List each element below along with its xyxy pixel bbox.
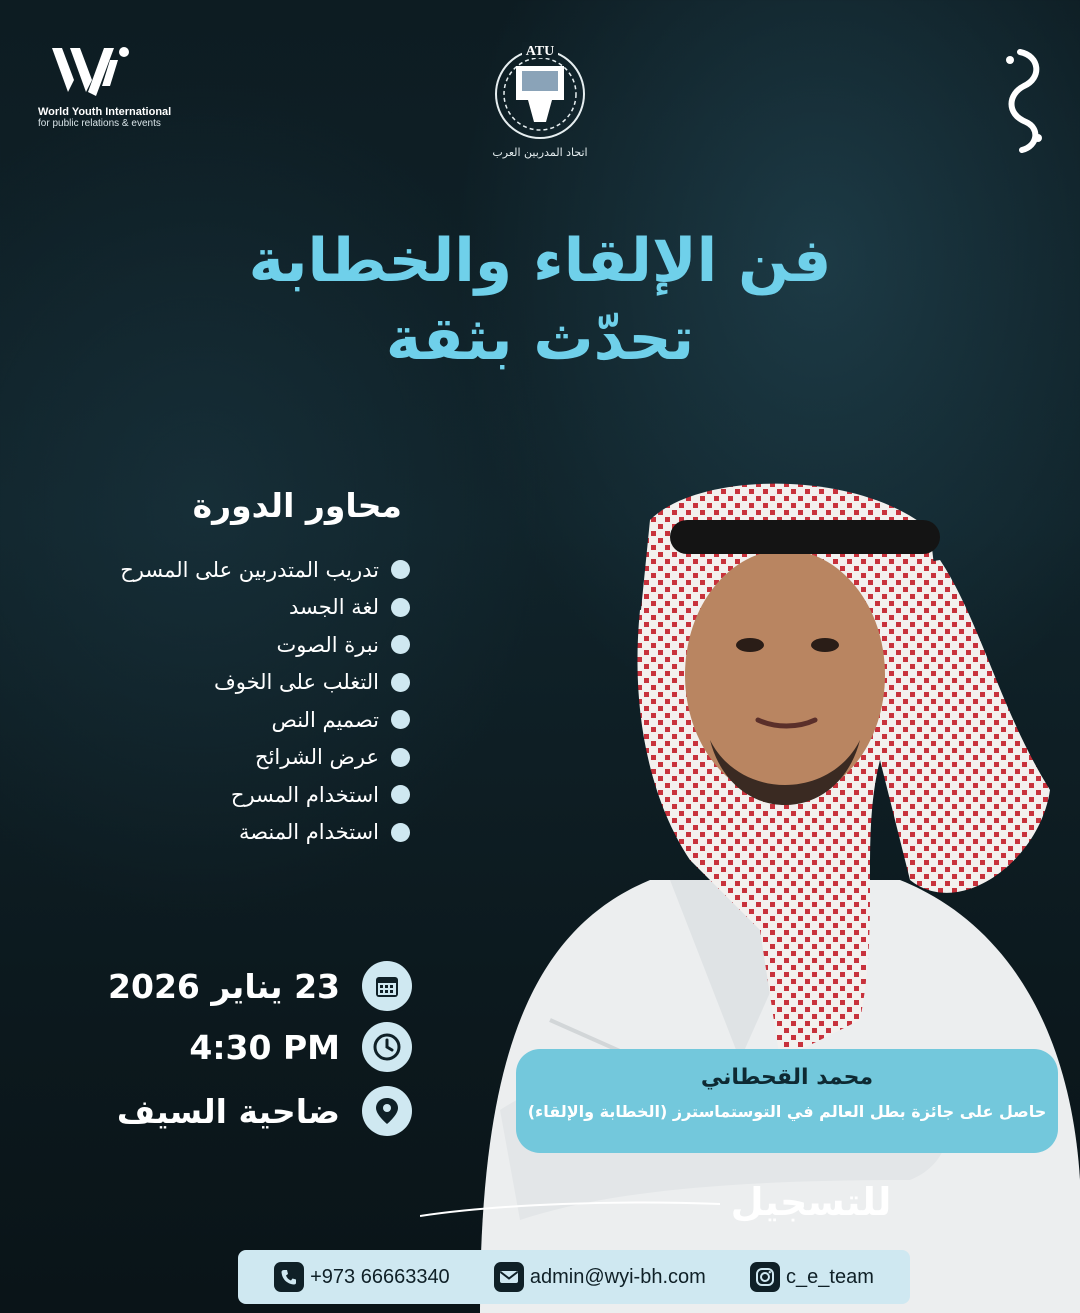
contact-bar	[238, 1250, 910, 1304]
bullet-icon	[391, 598, 410, 617]
atu-emblem-icon	[478, 38, 602, 146]
agenda-item	[40, 701, 410, 739]
agenda-heading: محاور الدورة	[192, 486, 402, 525]
event-time: 4:30 PM	[189, 1027, 340, 1067]
register-label: للتسجيل	[730, 1180, 892, 1224]
calendar-icon	[362, 961, 412, 1011]
atu-logo-caption: اتحاد المدربين العرب	[492, 146, 588, 159]
wyi-logo	[38, 40, 178, 160]
wyi-logo-name: World Youth International	[38, 106, 172, 118]
event-time-row	[90, 1022, 412, 1072]
agenda-item-label: نبرة الصوت	[276, 632, 379, 657]
course-title-line1: فن الإلقاء والخطابة	[248, 226, 832, 296]
agenda-item	[40, 551, 410, 589]
contact-email[interactable]	[494, 1262, 706, 1292]
agenda-item	[40, 664, 410, 702]
contact-instagram-text: c_e_team	[786, 1265, 874, 1288]
agenda-item-label: استخدام المسرح	[230, 782, 379, 807]
wyi-mark-icon	[38, 40, 138, 102]
instagram-icon	[750, 1262, 780, 1292]
bullet-icon	[391, 785, 410, 804]
agenda-item-label: تصميم النص	[271, 707, 379, 732]
agenda-section	[40, 486, 410, 851]
contact-instagram[interactable]	[750, 1262, 874, 1292]
contact-email-text: admin@wyi-bh.com	[529, 1265, 706, 1288]
email-icon	[494, 1262, 524, 1292]
presenter-name: محمد القحطاني	[700, 1065, 874, 1090]
bullet-icon	[391, 635, 410, 654]
contact-phone-text: +973 66663340	[310, 1265, 450, 1288]
bullet-icon	[391, 673, 410, 692]
agenda-item-label: عرض الشرائح	[255, 745, 379, 770]
calligraphy-logo-icon	[1000, 42, 1050, 157]
atu-logo	[478, 38, 602, 168]
clock-icon	[362, 1022, 412, 1072]
presenter-card	[516, 1049, 1058, 1153]
course-title-line2: تحدّث بثقة	[385, 304, 695, 374]
agenda-item	[40, 739, 410, 777]
bullet-icon	[391, 748, 410, 767]
contact-phone[interactable]	[274, 1262, 450, 1292]
agenda-item	[40, 626, 410, 664]
agenda-item	[40, 776, 410, 814]
bullet-icon	[391, 823, 410, 842]
agenda-item-label: لغة الجسد	[288, 595, 379, 620]
phone-icon	[274, 1262, 304, 1292]
event-location-row	[90, 1086, 412, 1136]
bullet-icon	[391, 710, 410, 729]
presenter-bio: حاصل على جائزة بطل العالم في التوستماسترز (الخطابة والإلقاء)	[527, 1102, 1047, 1121]
agenda-item-label: استخدام المنصة	[238, 820, 379, 845]
agenda-item	[40, 589, 410, 627]
location-pin-icon	[362, 1086, 412, 1136]
event-date-row	[90, 961, 412, 1011]
agenda-item-label: تدريب المتدربين على المسرح	[120, 557, 379, 582]
atu-abbr: ATU	[525, 44, 555, 59]
event-date: 23 يناير 2026	[108, 966, 340, 1006]
agenda-list	[40, 551, 410, 851]
bullet-icon	[391, 560, 410, 579]
wyi-logo-tagline: for public relations & events	[38, 118, 161, 129]
course-title	[140, 222, 940, 378]
event-location: ضاحية السيف	[116, 1091, 340, 1131]
agenda-item-label: التغلب على الخوف	[213, 670, 379, 695]
register-underline-icon	[420, 1190, 720, 1220]
agenda-item	[40, 814, 410, 852]
